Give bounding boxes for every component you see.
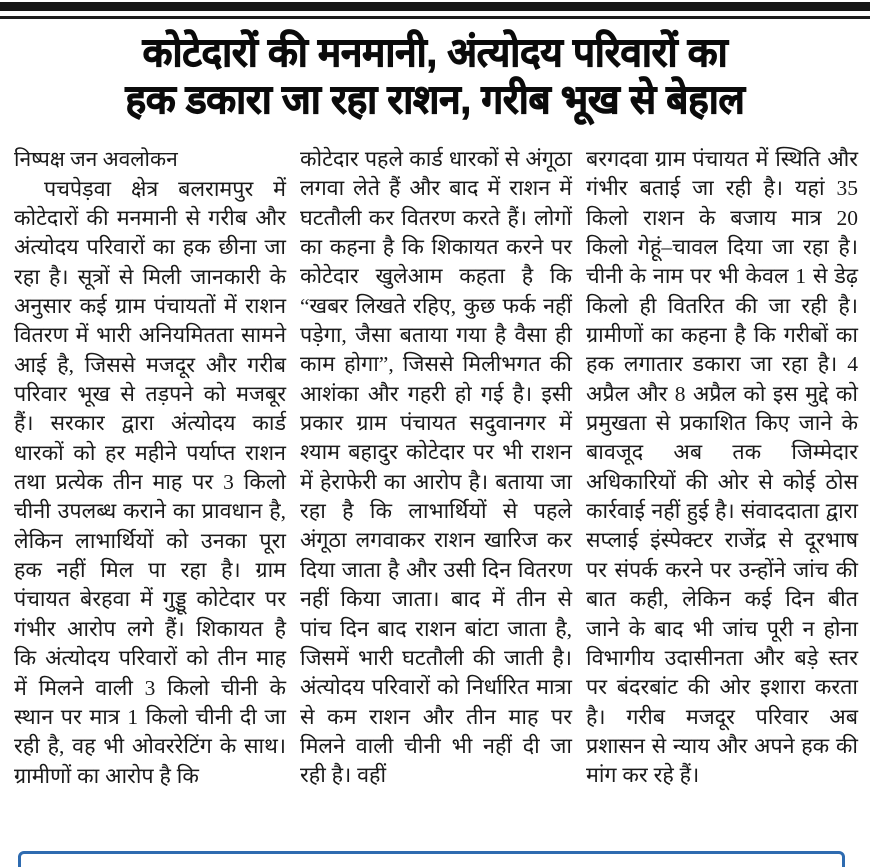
article-headline — [13, 30, 857, 124]
article-byline: निष्पक्ष जन अवलोकन — [14, 147, 178, 171]
article-column-1 — [14, 145, 286, 791]
column-3-paragraph: बरगदवा ग्राम पंचायत में स्थिति और गंभीर बताई जा रही है। यहां 35 किलो राशन के बजाय मात्र 20 किलो गेहूं–चावल दिया जा रहा है। चीनी के नाम पर भी केवल 1 से डेढ़ किलो ही वितरित की जा रही है। ग्रामीणों का कहना है कि गरीबों का हक लगातार डकारा जा रहा है। 4 अप्रैल और 8 अप्रैल को इस मुद्दे को प्रमुखता से प्रकाशित किए जाने के बावजूद अब तक जिम्मेदार अधिकारियों की ओर से कोई ठोस कार्रवाई नहीं हुई है। संवाददाता द्वारा सप्लाई इंस्पेक्टर राजेंद्र से दूरभाष पर संपर्क करने पर उन्होंने जांच की बात कही, लेकिन कई दिन बीत जाने के बाद भी जांच पूरी न होना विभागीय उदासीनता और बड़े स्तर पर बंदरबांट की ओर इशारा करता है। गरीब मजदूर परिवार अब प्रशासन से न्याय और अपने हक की मांग कर रहे हैं। — [586, 147, 858, 788]
top-rule-thin — [0, 16, 870, 19]
article-body-columns — [14, 145, 859, 845]
column-1-paragraph: पचपेड़वा क्षेत्र बलरामपुर में कोटेदारों की मनमानी से गरीब और अंत्योदय परिवारों का हक छीना जा रहा है। सूत्रों से मिली जानकारी के अनुसार कई ग्राम पंचायतों में राशन वितरण में भारी अनियमितता सामने आई है, जिससे मजदूर और गरीब परिवार भूख से तड़पने को मजबूर हैं। सरकार द्वारा अंत्योदय कार्ड धारकों को हर महीने पर्याप्त राशन तथा प्रत्येक तीन माह पर 3 किलो चीनी उपलब्ध कराने का प्रावधान है, लेकिन लाभार्थियों को उनका पूरा हक नहीं मिल पा रहा है। ग्राम पंचायत बेरहवा में गुड्डू कोटेदार पर गंभीर आरोप लगे हैं। शिकायत है कि अंत्योदय परिवारों को तीन माह में मिलने वाली 3 किलो चीनी के स्थान पर मात्र 1 किलो चीनी दी जा रही है, वह भी ओवररेटिंग के साथ। ग्रामीणों का आरोप है कि — [14, 176, 286, 788]
article-column-3 — [586, 145, 858, 791]
column-2-paragraph: कोटेदार पहले कार्ड धारकों से अंगूठा लगवा लेते हैं और बाद में राशन में घटतौली कर वितरण करते हैं। लोगों का कहना है कि शिकायत करने पर कोटेदार खुलेआम कहता है कि “खबर लिखते रहिए, कुछ फर्क नहीं पड़ेगा, जैसा बताया गया है वैसा ही काम होगा”, जिससे मिलीभगत की आशंका और गहरी हो गई है। इसी प्रकार ग्राम पंचायत सदुवानगर में श्याम बहादुर कोटेदार पर भी राशन में हेराफेरी का आरोप है। बताया जा रहा है कि लाभार्थियों से पहले अंगूठा लगवाकर राशन खारिज कर दिया जाता है और उसी दिन वितरण नहीं किया जाता। बाद में तीन से पांच दिन बाद राशन बांटा जाता है, जिसमें भारी घटतौली की जाती है। अंत्योदय परिवारों को निर्धारित मात्रा से कम राशन और तीन माह पर मिलने वाली चीनी भी नहीं दी जा रही है। वहीं — [300, 147, 572, 788]
top-rule-thick — [0, 2, 870, 11]
headline-line-2: हक डकारा जा रहा राशन, गरीब भूख से बेहाल — [125, 77, 745, 122]
bottom-blue-panel — [18, 851, 845, 867]
article-column-2 — [300, 145, 572, 791]
headline-line-1: कोटेदारों की मनमानी, अंत्योदय परिवारों का — [142, 31, 728, 75]
